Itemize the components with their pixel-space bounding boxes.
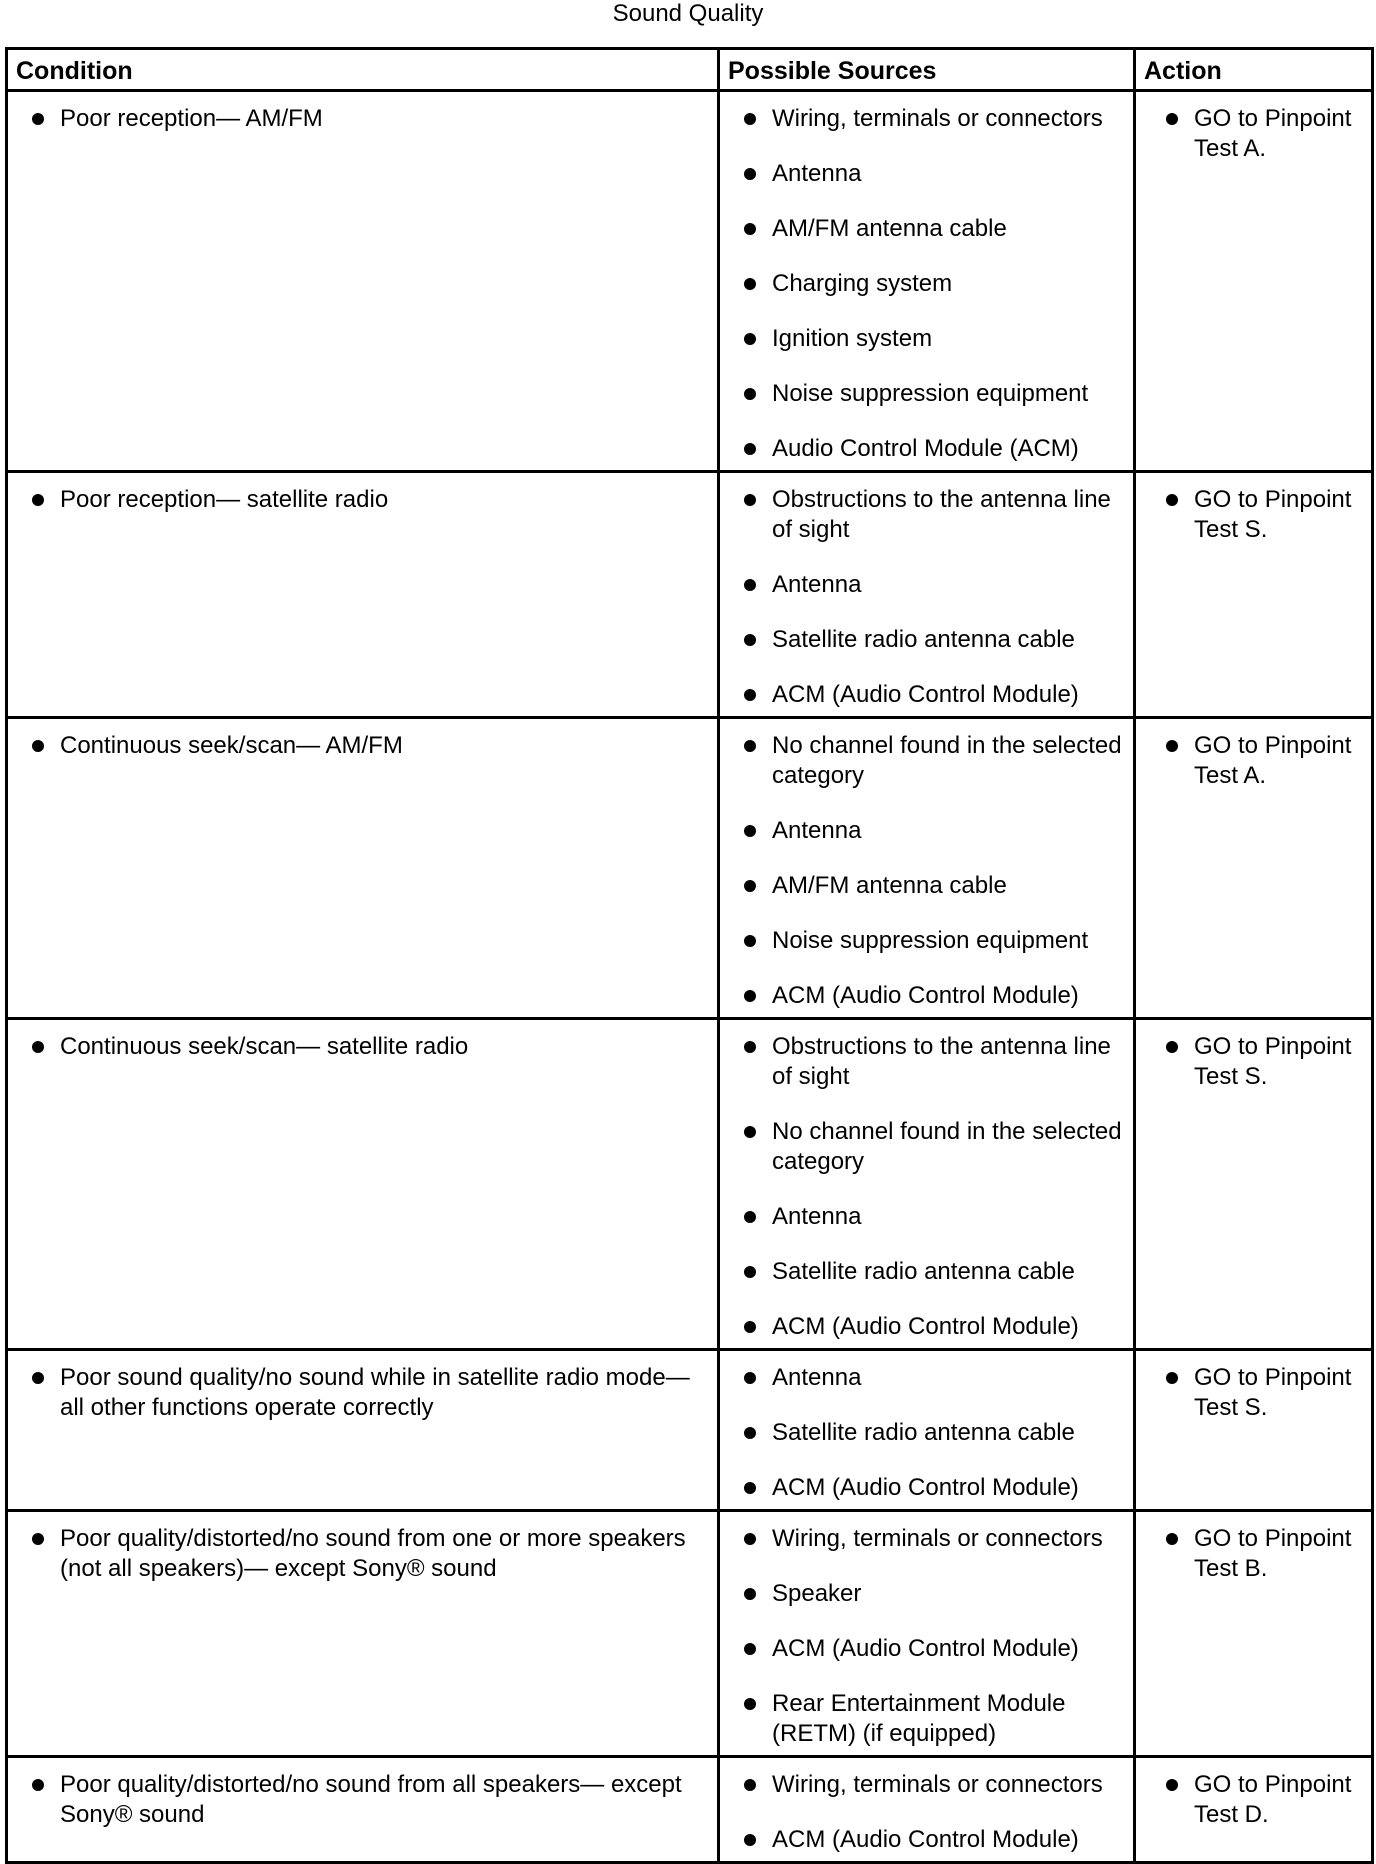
- source-item: ACM (Audio Control Module): [720, 1312, 1125, 1342]
- source-item: Noise suppression equipment: [720, 379, 1125, 409]
- sources-cell: [719, 1350, 1135, 1511]
- condition-cell: [7, 1511, 719, 1757]
- sources-cell: [719, 91, 1135, 472]
- condition-cell: [7, 1019, 719, 1350]
- source-item: Obstructions to the antenna line of sight: [720, 1032, 1125, 1092]
- source-item: AM/FM antenna cable: [720, 214, 1125, 244]
- source-item: Antenna: [720, 1202, 1125, 1232]
- source-item: Wiring, terminals or connectors: [720, 1770, 1125, 1800]
- source-item: ACM (Audio Control Module): [720, 1825, 1125, 1855]
- table-row: [7, 718, 1373, 1019]
- header-row: [7, 49, 1373, 91]
- action-cell: [1135, 472, 1373, 718]
- source-item: Obstructions to the antenna line of sight: [720, 485, 1125, 545]
- header-possible-sources: Possible Sources: [719, 49, 1135, 91]
- sources-cell: [719, 1511, 1135, 1757]
- action-text: GO to Pinpoint Test D.: [1136, 1770, 1363, 1830]
- source-item: Audio Control Module (ACM): [720, 434, 1125, 464]
- condition-cell: [7, 91, 719, 472]
- action-text: GO to Pinpoint Test S.: [1136, 1363, 1363, 1423]
- condition-cell: [7, 1757, 719, 1863]
- action-text: GO to Pinpoint Test B.: [1136, 1524, 1363, 1584]
- action-cell: [1135, 1019, 1373, 1350]
- condition-text: Continuous seek/scan— satellite radio: [8, 1032, 709, 1062]
- action-text: GO to Pinpoint Test S.: [1136, 1032, 1363, 1092]
- source-item: Satellite radio antenna cable: [720, 1418, 1125, 1448]
- source-item: Charging system: [720, 269, 1125, 299]
- condition-cell: [7, 472, 719, 718]
- source-item: Speaker: [720, 1579, 1125, 1609]
- condition-text: Continuous seek/scan— AM/FM: [8, 731, 709, 761]
- action-text: GO to Pinpoint Test A.: [1136, 731, 1363, 791]
- table-row: [7, 91, 1373, 472]
- source-item: Antenna: [720, 570, 1125, 600]
- source-item: No channel found in the selected category: [720, 731, 1125, 791]
- table-row: [7, 472, 1373, 718]
- source-item: ACM (Audio Control Module): [720, 981, 1125, 1011]
- sources-cell: [719, 718, 1135, 1019]
- source-item: Noise suppression equipment: [720, 926, 1125, 956]
- action-text: GO to Pinpoint Test A.: [1136, 104, 1363, 164]
- source-item: Wiring, terminals or connectors: [720, 1524, 1125, 1554]
- action-cell: [1135, 1511, 1373, 1757]
- source-item: Satellite radio antenna cable: [720, 625, 1125, 655]
- source-item: AM/FM antenna cable: [720, 871, 1125, 901]
- sound-quality-table: [5, 47, 1374, 1864]
- table-row: [7, 1757, 1373, 1863]
- sources-cell: [719, 1019, 1135, 1350]
- page-title: Sound Quality: [612, 0, 764, 27]
- table-row: [7, 1350, 1373, 1511]
- condition-cell: [7, 718, 719, 1019]
- source-item: Antenna: [720, 159, 1125, 189]
- source-item: Rear Entertainment Module (RETM) (if equipped): [720, 1689, 1125, 1749]
- source-item: Satellite radio antenna cable: [720, 1257, 1125, 1287]
- condition-text: Poor quality/distorted/no sound from all speakers— except Sony® sound: [8, 1770, 709, 1830]
- action-cell: [1135, 718, 1373, 1019]
- header-condition: Condition: [7, 49, 719, 91]
- condition-text: Poor quality/distorted/no sound from one or more speakers (not all speakers)— except Sony® sound: [8, 1524, 709, 1584]
- action-cell: [1135, 91, 1373, 472]
- table-row: [7, 1511, 1373, 1757]
- source-item: Ignition system: [720, 324, 1125, 354]
- condition-text: Poor reception— AM/FM: [8, 104, 709, 134]
- table-row: [7, 1019, 1373, 1350]
- action-text: GO to Pinpoint Test S.: [1136, 485, 1363, 545]
- source-item: No channel found in the selected category: [720, 1117, 1125, 1177]
- condition-cell: [7, 1350, 719, 1511]
- sources-cell: [719, 1757, 1135, 1863]
- action-cell: [1135, 1350, 1373, 1511]
- header-action: Action: [1135, 49, 1373, 91]
- source-item: ACM (Audio Control Module): [720, 1473, 1125, 1503]
- source-item: ACM (Audio Control Module): [720, 680, 1125, 710]
- action-cell: [1135, 1757, 1373, 1863]
- source-item: Wiring, terminals or connectors: [720, 104, 1125, 134]
- source-item: Antenna: [720, 816, 1125, 846]
- source-item: ACM (Audio Control Module): [720, 1634, 1125, 1664]
- condition-text: Poor sound quality/no sound while in satellite radio mode— all other functions operate correctly: [8, 1363, 709, 1423]
- condition-text: Poor reception— satellite radio: [8, 485, 709, 515]
- source-item: Antenna: [720, 1363, 1125, 1393]
- sources-cell: [719, 472, 1135, 718]
